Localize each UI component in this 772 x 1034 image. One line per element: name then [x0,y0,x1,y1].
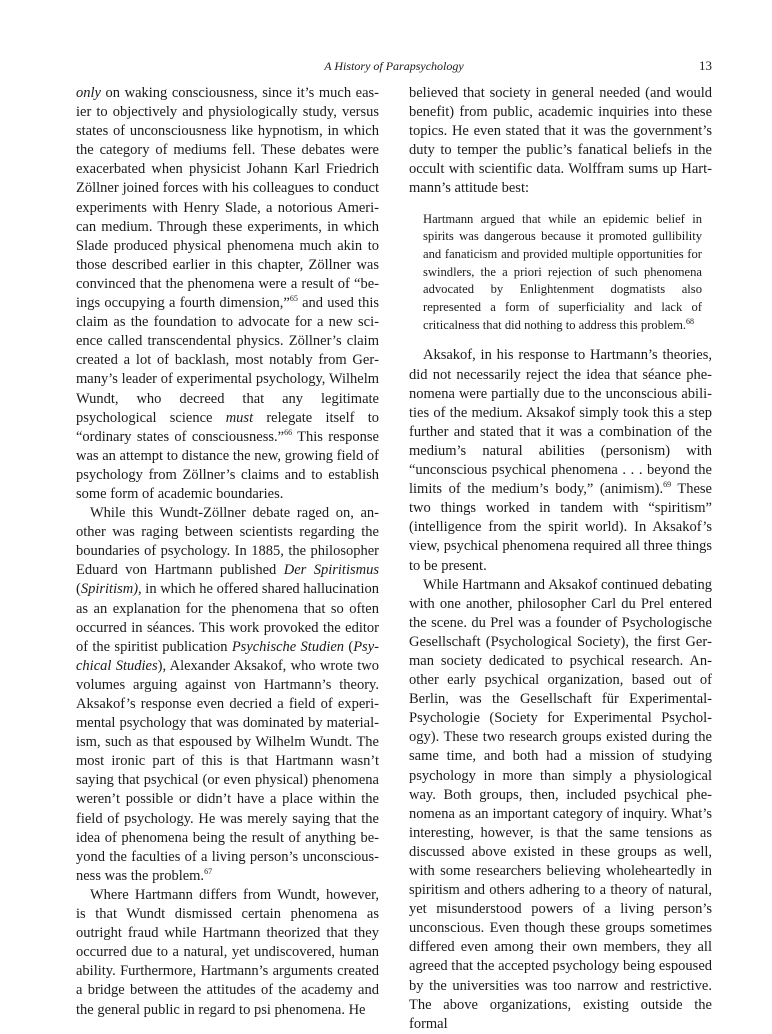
paragraph: While Hartmann and Aksakof continued debating with one another, philosopher Carl du Prel entered the scene. du Prel was a founder of Psychologische Gesellschaft (Psychological Society), the first German society dedicated to psychical research. Another early psychical organization, based out of Berlin, was the Gesellschaft für Experimental-Psychologie (Society for Experimental Psychology). These two research groups existed during the same time, and both had a mission of studying psychology in more than simply a physiological way. Both groups, then, included psychical phenomena as an important category of inquiry. What’s interesting, however, is that the same tensions as discussed above existed in these groups as well, with some researchers believing wholeheartedly in spiritism and others adhering to a theory of natural, yet misunderstood powers of a living person’s unconscious. Even though these groups sometimes differed even among their own members, they all agreed that the accepted psychology being espoused by the universities was too narrow and restrictive. The above organizations, existing outside the formal [409,576,712,1032]
footnote-ref: 69 [663,480,672,490]
left-column [76,84,379,1020]
publication-title: Psychische Studien [231,638,345,655]
running-title: A History of Parapsychology [324,59,464,73]
book-title: Der Spiritismus [283,562,379,579]
running-header [76,56,712,76]
publication-title: Psychical Studies [76,638,379,674]
block-quote: Hartmann argued that while an epidemic belief in spirits was dangerous because it promoted gullibility and fanaticism and provided multiple opportunities for swindlers, the a priori rejection of such phenomena advocated by Enlightenment dogmatists also represented a form of superficiality and lack of criticalness that did nothing to address this problem.$^{68}$ [423,211,702,332]
footnote-ref: 65 [289,294,298,304]
footnote-ref: 66 [284,427,293,437]
emphasis: must [225,409,254,426]
page-number: 13 [699,58,712,73]
footnote-ref: 68 [686,316,695,326]
book-title: Spiritism) [80,581,139,598]
right-column [409,84,712,1034]
footnote-ref: 67 [204,867,213,877]
paragraph: While this Wundt-Zöllner debate raged on, another was raging between scientists regarding the boundaries of psychology. In 1885, the philosopher Eduard von Hartmann published Der Spiritismus (Spiritism), in which he offered shared hallucination as an explanation for the phenomena that so often occurred in séances. This work provoked the editor of the spiritist publication Psychische Studien (Psychical Studies), Alexander Aksakof, who wrote two volumes arguing against von Hartmann’s theory. Aksakof’s response even decried a field of experimental psychology that was dominated by materialism, such as that espoused by Wilhelm Wundt. The most ironic part of this is that Hartmann wasn’t saying that psychical (or even physical) phenomena weren’t possible or didn’t have a place within the field of psychology. He was merely saying that the idea of phenomena being the result of anything beyond the faculties of a living person’s unconsciousness was the problem.$^{67}$ [76,505,379,884]
emphasis: only [76,85,101,101]
paragraph: Where Hartmann differs from Wundt, however, is that Wundt dismissed certain phenomena as outright fraud while Hartmann theorized that they occurred due to a natural, yet undiscovered, human ability. Furthermore, Hartmann’s arguments created a bridge between the attitudes of the academy and the general public in regard to psi phenomena. He [76,886,379,1018]
paragraph: believed that society in general needed (and would benefit) from public, academic inquiries into these topics. He even stated that it was the government’s duty to temper the public’s fanatical beliefs in the occult with scientific data. Wolffram sums up Hartmann’s attitude best: [409,85,712,197]
paragraph: only on waking consciousness, since it’s much easier to objectively and physiologically study, versus states of unconsciousness like hypnotism, in which the category of mediums fell. These debates were exacerbated when physicist Johann Karl Friedrich Zöllner joined forces with his colleagues to conduct experiments with Henry Slade, a notorious American medium. Through these experiments, in which Slade produced physical phenomena much akin to those described earlier in this chapter, Zöllner was convinced that the phenomena were a result of “beings occupying a fourth dimension,”$^{65}$ and used this claim as the foundation to advocate for a new science called transcendental physics. Zöllner’s claim created a lot of backlash, most notably from Germany’s leader of experimental psychology, Wilhelm Wundt, who decreed that any legitimate psychological science must relegate itself to “ordinary states of consciousness.”$^{66}$ This response was an attempt to distance the new, growing field of psychology from Zöllner’s claims and to establish some form of academic boundaries. [76,85,380,502]
paragraph: Aksakof, in his response to Hartmann’s theories, did not necessarily reject the idea that séance phenomena were partially due to the unconscious abilities of the medium. Aksakof simply took this a step further and stated that it was a combination of the medium’s natural abilities (personism) with “unconscious psychical phenomena . . . beyond the limits of the medium’s body,” (animism).$^{69}$ These two things worked in tandem with “spiritism” (intelligence from the spirit world). In Aksakof’s view, psychical phenomena required all three things to be present. [409,347,712,574]
